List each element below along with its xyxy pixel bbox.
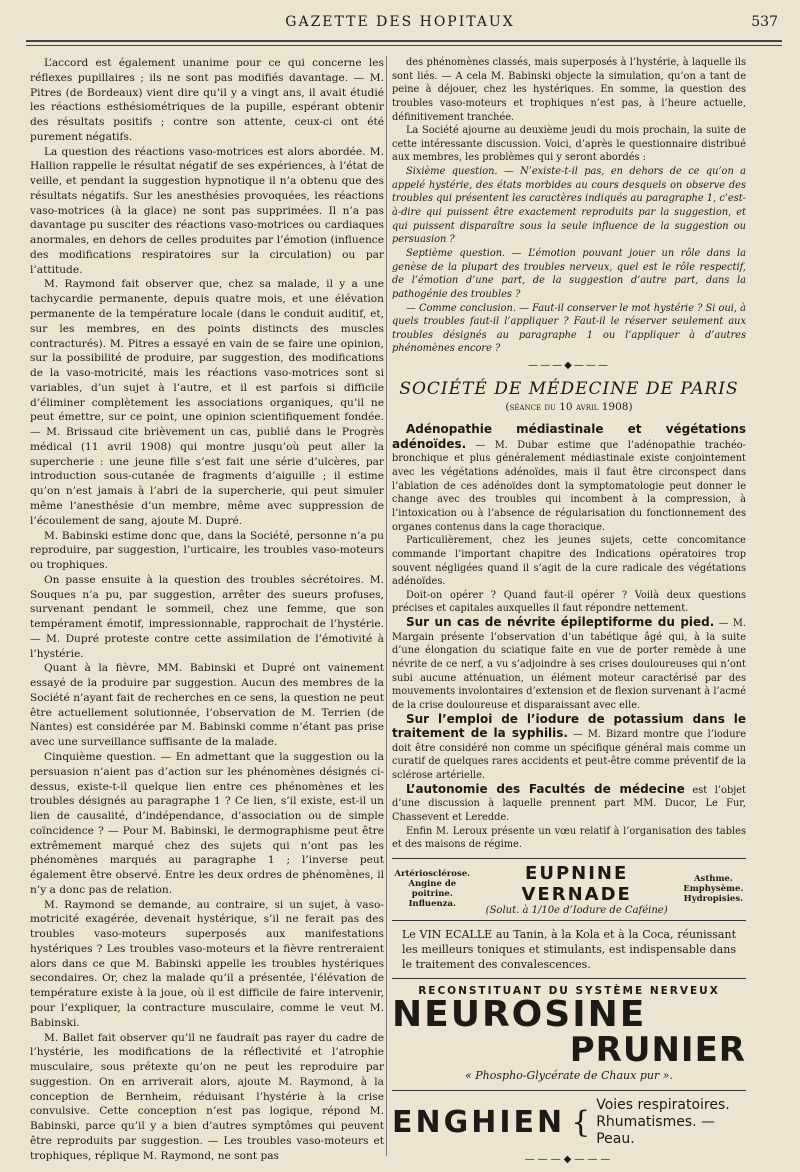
ad-enghien-line: Voies respiratoires. [596,1096,730,1113]
society-paragraph [392,589,746,616]
paragraph-heading: Sur l’emploi de l’iodure de potassium dans le traitement de la syphilis. [392,711,746,741]
ad-neurosine-top: RECONSTITUANT DU SYSTÈME NERVEUX [418,984,720,997]
header-rule [26,40,782,42]
society-paragraph [392,616,746,712]
paragraph: La question des réactions vaso-motrices est alors abordée. M. Hallion rappelle le résultat négatif de ses expériences, à l’état de veille, et pendant la suggestion hypnotique il n’a obtenu que des résultats négatifs. Sur les anesthésies provoquées, les réactions vaso-motrices (à la glace) ne sont pas supprimées. Il n’a pas davantage pu susciter des réactions vaso-motrices ou cardiaques anormales, en dehors de celles produites par l’émotion (influence des modifications respiratoires sur la circulation) ou par l’attitude. [30,145,384,276]
paragraph-text: — M. Margain présente l’observation d’un tabétique âgé qui, à la suite d’une élongation du sciatique faite en vue de porter remède à une névrite de ce nerf, a vu s’adjoindre à ses crises douloureuses qui n’ont subi aucune atténuation, un élément moteur caractérisé par des mouvements involontaires d’extension et de flexion survenant à l’acmé de la crise douloureuse et disparaissant avec elle. [392,618,746,711]
ad-vin-ecalle: Le VIN ECALLE au Tanin, à la Kola et à la Coca, réunissant les meilleurs toniques et stimulants, est indispensable dans le traitement des convalescences. [392,921,746,979]
paragraph-text: — M. Bizard montre que l’iodure doit être considéré non comme un spécifique général mais comme un curatif de quelques rares accidents et peut-être comme préventif de la sclérose artérielle. [392,729,746,782]
journal-title: GAZETTE DES HOPITAUX [285,14,515,30]
ad-eupnine-center [471,863,683,916]
section-subtitle: (séance du 10 avril 1908) [505,401,633,414]
paragraph-heading: Sur un cas de névrite épileptiforme du pied. [406,615,715,630]
society-paragraph [392,423,746,534]
section-title: SOCIÉTÉ DE MÉDECINE DE PARIS [399,379,739,400]
paragraph-text: Enfin M. Leroux présente un vœu relatif à l’organisation des tables et des maisons de régime. [392,825,746,851]
ad-neurosine-name: NEUROSINE [392,993,647,1035]
ad-eupnine-right: Asthme. Emphysème. Hydropisies. [683,874,744,905]
paragraph-text: — M. Dubar estime que l’adénopathie trachéo-bronchique et plus généralement médiastinale existe conjointement avec les végétations adénoïdes, mais il faut être circonspect dans l’ablation de ces adénoïdes dont la symptomatologie peut donner le change avec des troubles qui incombent à la compression, à l’intoxication ou à l’absence de régularisation du fonctionnement des organes contenus dans la cage thoracique. [392,439,746,533]
left-column [30,56,384,1163]
ad-neurosine-sub: « Phospho-Glycérate de Chaux pur ». [465,1068,673,1082]
paragraph: La Société ajourne au deuxième jeudi du mois prochain, la suite de cette intéressante discussion. Voici, d’après le questionnaire distribué aux membres, les problèmes qui y seront abordés : [392,125,746,164]
ad-neurosine [392,985,746,1082]
society-paragraph [392,825,746,852]
society-paragraph [392,783,746,825]
paragraph: M. Raymond fait observer que, chez sa malade, il y a une tachycardie permanente, depuis quatre mois, et une élévation permanente de la température locale (dans le conduit auditif, et, sur les membres, en des points distincts des muscles contracturés). M. Pitres a essayé en vain de se faire une opinion, sur la possibilité de produire, par suggestion, des modifications de la vaso-motricité, mais les réactions vaso-motrices sont si variables, d’un sujet à l’autre, et il est parfois si difficile d’éliminer complètement les associations organiques, qu’il ne peut émettre, sur ce point, une opinion scientifiquement fondée. — M. Brissaud cite brièvement un cas, publié dans le Progrès médical (11 avril 1908) qui montre jusqu’où peut aller la supercherie : une jeune fille s’est fait une série d’ulcères, par introduction sous-cutanée de fragments d’aiguille ; il estime qu’on n’est jamais à l’abri de la supercherie, qui peut simuler même l’anesthésie d’un membre, même avec suppression de l’écoulement de sang, ajoute M. Dupré. [30,278,384,527]
paragraph-text: Particulièrement, chez les jeunes sujets, cette concomitance commande l’important chapitre des Indications opératoires trop souvent négligées quand il s’agit de la cure radicale des végétations adénoïdes. [392,535,746,588]
paragraph: On passe ensuite à la question des troubles sécrétoires. M. Souques n’a pu, par suggestion, arrêter des sueurs profuses, survenant pendant le sommeil, chez une femme, que son tempérament émotif, impressionnable, rapprochait de l’hystérie. — M. Dupré proteste contre cette assimilation de l’émotivité à l’hystérie. [30,573,384,660]
ad-enghien-lines [596,1097,746,1148]
paragraph-heading: L’autonomie des Facultés de médecine [406,781,685,796]
paragraph: des phénomènes classés, mais superposés à l’hystérie, à laquelle ils sont liés. — A cela M. Babinski objecte la simulation, qu’on a tant de peine à déjouer, chez les hystériques. En somme, la question des troubles vaso-moteurs et trophiques n’est pas, à l’heure actuelle, définitivement tranchée. [392,57,746,123]
question-paragraph: — Comme conclusion. — Faut-il conserver le mot hystérie ? Si oui, à quels troubles faut-il l’appliquer ? Faut-il le réserver seulement aux troubles désignés au paragraphe 1 ou l’appliquer à d’autres phénomènes encore ? [392,302,746,355]
ad-prunier-name: PRUNIER [569,1029,746,1070]
ornament-end: ———◆——— [524,1153,614,1165]
paragraph: Cinquième question. — En admettant que la suggestion ou la persuasion n’aient pas d’action sur les phénomènes désignés ci-dessus, existe-t-il quelque lien entre ces phénomènes et les troubles désignés au paragraphe 1 ? Ce lien, s’il existe, est-il un lien de causalité, d’indépendance, d’association ou de simple coïncidence ? — Pour M. Babinski, le dermographisme peut être extrêmement marqué chez des sujets qui n’ont pas les phénomènes marqués au paragraphe 1 ; l’inverse peut également être observé. Entre les deux ordres de phénomènes, il n’y a donc pas de relation. [30,750,384,896]
page-number: 537 [751,14,778,30]
paragraph: M. Raymond se demande, au contraire, si un sujet, à vaso-motricité exagérée, devenait hystérique, s’il ne ferait pas des troubles vaso-moteurs superposés aux manifestations hystériques ? Les troubles vaso-moteurs et la fièvre rentreraient alors dans ce que M. Babinski appelle les troubles hystériques secondaires. Or, chez la malade qu’il a présentée, l’élévation de température existe à la joue, où il est difficile de faire intervenir, pour l’expliquer, la contracture musculaire, comme le veut M. Babinski. [30,898,384,1029]
brace-glyph: { [571,1104,591,1140]
ad-eupnine-sub: (Solut. à 1/10e d’Iodure de Caféine) [485,904,668,916]
paragraph: L’accord est également unanime pour ce qui concerne les réflexes pupillaires ; ils ne sont pas modifiés davantage. — M. Pitres (de Bordeaux) vient dire qu’il y a vingt ans, il avait étudié les réactions esthésiométriques de la pupille, espérant obtenir des résultats positifs ; contre son attente, ceux-ci ont été purement négatifs. [30,57,384,143]
paragraph-text: est l’objet d’une discussion à laquelle prennent part MM. Ducor, Le Fur, Chassevent et Leredde. [392,784,746,824]
ad-eupnine [392,858,746,921]
ad-enghien-line: Rhumatismes. — Peau. [596,1113,716,1147]
ornament-divider: ———◆——— [528,360,610,372]
ad-eupnine-left: Artériosclérose. Angine de poitrine. Influenza. [394,869,471,910]
header-rule-thin [26,45,782,46]
page-header [18,12,782,46]
paragraph: Quant à la fièvre, MM. Babinski et Dupré ont vainement essayé de la produire par suggestion. Aucun des membres de la Société n’ayant fait de recherches en ce sens, la question ne peut être actuellement solutionnée, l’observation de M. Terrien (de Nantes) est considérée par M. Babinski comme n’étant pas prise avec une surveillance suffisante de la malade. [30,662,384,749]
paragraph-heading: Adénopathie médiastinale et végétations adénoïdes. [392,422,746,451]
society-paragraph [392,713,746,783]
ad-enghien-name: ENGHIEN [392,1104,566,1140]
column-divider [386,56,387,1156]
society-paragraph [392,534,746,589]
right-column [392,56,746,1165]
question-paragraph: Sixième question. — N’existe-t-il pas, en dehors de ce qu’on a appelé hystérie, des états morbides au cours desquels on observe des troubles qui présentent les caractères indiqués au paragraphe 1, c’est-à-dire qui puissent être exactement reproduits par la suggestion, et qui puissent disparaître sous la seule influence de la suggestion ou persuasion ? [392,166,746,246]
paragraph-text: Doit-on opérer ? Quand faut-il opérer ? Voilà deux questions précises et capitales auxquelles il faut répondre nettement. [392,589,746,615]
paragraph: M. Babinski estime donc que, dans la Société, personne n’a pu reproduire, par suggestion, l’urticaire, les troubles vaso-moteurs ou trophiques. [30,529,384,572]
ad-eupnine-name: EUPNINE VERNADE [521,862,632,905]
paragraph: M. Ballet fait observer qu’il ne faudrait pas rayer du cadre de l’hystérie, les modifications de la réflectivité et l’atrophie musculaire, sous prétexte qu’on ne peut les reproduire par suggestion. On en arriverait alors, ajoute M. Raymond, à la conception de Bernheim, réduisant l’hystérie à la crise convulsive. Cette conception n’est pas logique, répond M. Babinski, parce qu’il y a bien d’autres symptômes qui peuvent être reproduits par suggestion. — Les troubles vaso-moteurs et trophiques, réplique M. Raymond, ne sont pas [30,1031,384,1162]
question-paragraph: Septième question. — L’émotion pouvant jouer un rôle dans la genèse de la plupart des troubles nerveux, quel est le rôle respectif, de l’émotion d’une part, de la suggestion d’autre part, dans la pathogénie des troubles ? [392,247,746,300]
ad-enghien [392,1090,746,1148]
